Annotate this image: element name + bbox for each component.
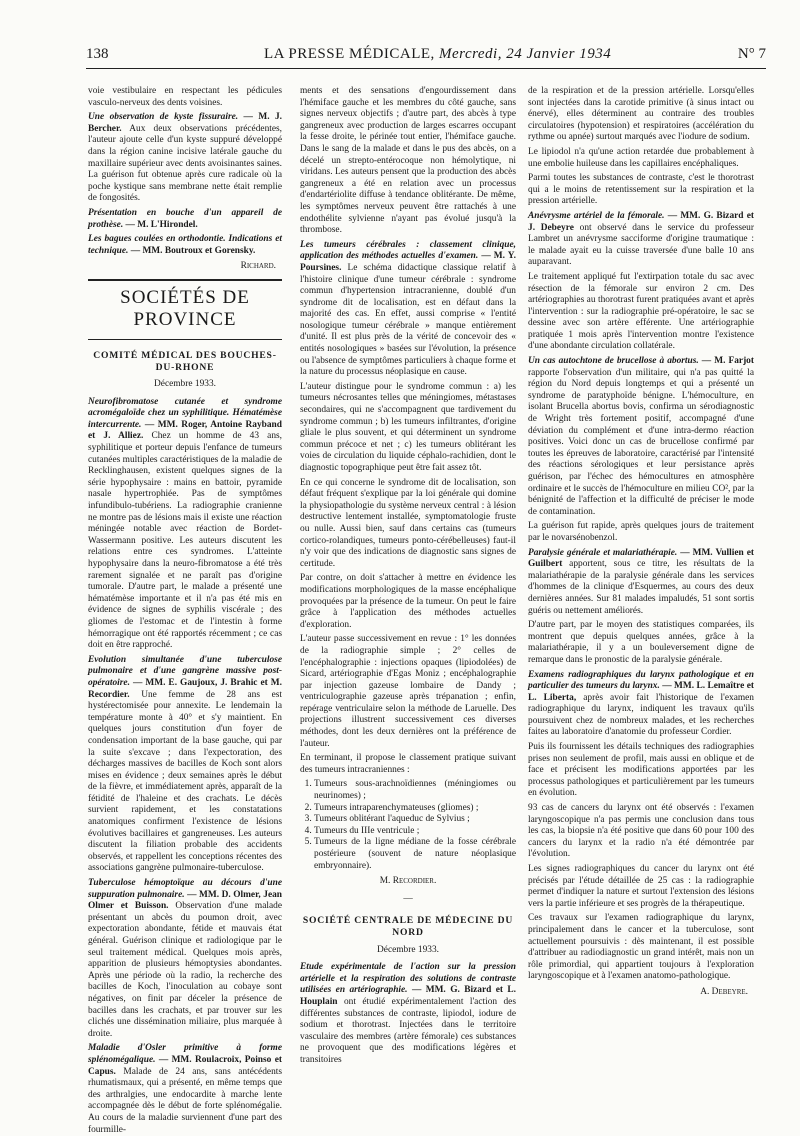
article-authors: — MM. E. Gaujoux, J. Brahic et M. Recordier. [88,677,282,700]
article-authors: — M. J. Bercher. [88,112,283,134]
article-text: Le schéma didactique classique relatif à l'histoire clinique d'une tumeur cérébrale : syndrome commun d'hypertension intracranienne, doublé d'un syndrome dit de localisation, est en défaut dans la majorité des cas. En effet, aussi comprise « l'entité nosologique tumeur cérébrale » manque entièrement d'unité. Il est plus près de la vérité de concevoir des « entités nosologiques » basées sur l'évolution, la présence ou l'absence de symptômes particuliers à chaque forme et la nature du processus néoplasique en cause. [300,262,517,378]
article-authors: — MM. G. Bizard et J. Debeyre [528,210,755,233]
article-authors: — MM. D. Olmer, Jean Olmer et Buisson. [88,889,283,912]
article-title: Maladie d'Osler primitive à forme splénomégalique. [88,1043,282,1065]
column-right [528,86,754,1074]
article-title: Paralysie générale et malariathérapie. [528,547,678,558]
article-authors: — MM. Boutroux et Gorensky. [130,245,256,256]
tumor-classification-list [300,779,516,872]
separator-dash: — [403,893,413,904]
paragraph: Ces travaux sur l'examen radiographique du larynx, principalement dans le cancer et la tuberculose, sont actuellement poursuivis : dès maintenant, il est possible d'attribuer au radiodiagnostic un grand intérêt, mais non un rôle primordial, qui appartient toujours à l'exploration laryngoscopique et à l'examen anatomo-pathologique. [528,913,754,982]
article-tuberculose-gangrene [88,655,282,875]
paragraph: voie vestibulaire en respectant les pédicules vasculo-nerveux des dents voisines. [88,86,282,108]
article-authors: — M. Y. Poursines. [300,251,516,273]
article-text: ont observé dans le service du professeur Lambret un anévrysme sacciforme d'origine traumatique : le malade ayait eu la cuisse traversée d'une balle 10 ans auparavant. [528,222,754,268]
article-kyste [88,112,282,205]
article-osler [88,1043,282,1136]
article-paralysie [528,548,754,618]
article-neurofibromatose [88,397,282,652]
article-title: Etude expérimentale de l'action sur la pression artérielle et la respiration des solutions de contraste utilisées en artériographie. [300,962,516,996]
masthead-date: Mercredi, 24 Janvier 1934 [439,46,612,62]
paragraph: D'autre part, par le moyen des statistiques comparées, ils montrent que depuis quelques années, grâce à la malariathérapie, il y a un bouleversement digne de remarque dans le pronostic de la paralysie générale. [528,620,754,665]
article-tumeurs-cerebrales [300,240,516,379]
column-middle [300,86,516,1074]
article-title: Présentation en bouche d'un appareil de prothèse. [88,207,282,230]
article-title: Neurofibromatose cutanée et syndrome acromégaloïde chez un syphilitique. Hématémèse intercurrente. [88,396,282,430]
article-prothese [88,208,282,231]
paragraph: Le traitement appliqué fut l'extirpation totale du sac avec résection de la fémorale sur environ 2 cm. Des artériographies au thorotrast furent pratiquées avant et après l'intervention : sur la radiographie pré-opératoire, le sac se dessine avec son artère efférente. Une artériographie pratiquée 1 mois après l'intervention montre l'existence d'une abondante circulation collatérale. [528,271,754,352]
signature: A. Debeyre. [700,986,748,997]
article-title: Les tumeurs cérébrales : classement clinique, application des méthodes actuelles d'examen. [300,239,516,262]
article-text: ont étudié expérimentalement l'action des différentes substances de contraste, lipiodol, iodure de sodium et thorotrast. Injectées dans le territoire vasculaire des membres (artère fémorale) ces substances ne provoquent que des modifications légères et transitoires [300,996,516,1065]
session-date: Décembre 1933. [154,379,216,390]
article-title: Anévrysme artériel de la fémorale. [528,210,665,221]
article-text: rapporte l'observation d'un militaire, qui n'a pas quitté la région du Nord depuis longtemps et qui a présenté un syndrome de paratyphoïde bénigne. L'hémoculture, en isolant Brucella abortus bovis, confirma un sérodiagnostic de Wright très fortement positif, accompagné d'une déviation du complément et d'une intra-dermo réaction positives. Voici donc un cas de brucellose confirmé par toutes les épreuves de laboratoire, caractérisé par l'intensité des réactions sérologiques et leur persistance après guérison, par l'échec des hémocultures en atmosphère ordinaire et le succès de l'hémoculture en milieu CO², par la bénignité de l'affection et la difficulté de préciser le mode de contamination. [528,367,754,517]
list-item: 1. Tumeurs sous-arachnoïdiennes (méningiomes ou neurinomes) ; [314,779,516,802]
paragraph: Le lipiodol n'a qu'une action retardée due probablement à une embolie huileuse dans les capillaires encéphaliques. [528,146,754,169]
article-title: Examens radiographiques du larynx pathologique et en particulier des tumeurs du larynx. [528,669,754,692]
article-text: Malade de 24 ans, sans antécédents rhumatismaux, qui a présenté, en même temps que des arthralgies, une endocardite à marche lente accompagnée dès le début de forte splénomégalie. Au cours de la maladie surviennent d'une part des fourmille- [88,1066,283,1135]
signature: Richard. [240,261,276,272]
section-rule-top [88,279,282,281]
paragraph: Parmi toutes les substances de contraste, c'est le thorotrast qui a le moins de retentissement sur la respiration et la pression artérielle. [528,173,754,207]
column-left [88,86,283,1135]
article-authors: — MM. Roger, Antoine Rayband et J. Alliez. [88,419,282,442]
list-item: 3. Tumeurs oblitérant l'aqueduc de Sylvius ; [314,814,516,826]
article-authors: — MM. L. Lemaître et L. Liberta, [528,681,755,703]
masthead [264,46,611,63]
section-rule-bottom [88,339,282,340]
paragraph: L'auteur distingue pour le syndrome commun : a) les tumeurs nécrosantes telles que méningiomes, métastases secondaires, qui ne s'accompagnent que tardivement du syndrome commun ; b) les tumeurs infiltrantes, d'origine gliale le plus souvent, et qui déterminent un syndrome commun précoce et net ; c) les tumeurs oblitérant les voies de circulation du liquide céphalo-rachidien, dont le diagnostic topographique peut être fait assez tôt. [300,381,516,473]
article-text: Aux deux observations précédentes, l'auteur ajoute celle d'un kyste suppuré développé dans la région canine incisive latérale gauche du maxillaire supérieur avec dents avoisinantes saines. La guérison fut obtenue après cure radicale où la poche kystique sans membrane nette était remplie de fongosités. [88,123,283,204]
article-anevrysme [528,211,754,269]
society-heading: SOCIÉTÉ CENTRALE DE MÉDECINE DU NORD [302,915,514,938]
article-authors: — MM. Roulacroix, Poinso et Capus. [88,1054,282,1077]
list-item: 2. Tumeurs intraparenchymateuses (gliomes) ; [314,803,516,815]
article-authors: — M. Farjot [701,356,754,367]
list-item: 4. Tumeurs du IIIe ventricule ; [314,826,516,838]
article-text: Observation d'une malade présentant un abcès du poumon droit, avec expectoration abondante, fétide et mauvais état général. Guérison clinique et radiologique par le seul traitement médical. Quelques mois après, apparition de plusieurs hémoptysies abondantes. Après une période où la radio, la recherche des bacilles de Koch, l'inoculation au cobaye sont négatives, on finit par déceler la présence de bacilles dans les crachats, et par trouver sur les clichés une dissémination miliaire, plus marquée à droite. [88,901,282,1039]
issue-number: N° 7 [737,46,766,62]
article-text: apportent, sous ce titre, les résultats de la malariathérapie de la paralysie générale dans les services d'hommes de la clinique d'Esquermes, au cours des deux dernières années. Sur 81 malades impaludés, 51 sont sortis guéris ou nettement améliorés. [528,559,755,616]
session-date: Décembre 1933. [377,944,439,955]
paragraph: En ce qui concerne le syndrome dit de localisation, son défaut fréquent s'explique par la loi générale qui domine la physiopathologie du système nerveux central : à lésion destructive lentement installée, symptomatologie fruste ou nulle. Aussi bien, sauf dans certains cas (tumeurs cortico-rolandiques, tumeurs ponto-cérébelleuses) faut-il n'y voir que des indications de diagnostic sans signes de certitude. [300,477,516,569]
article-pression-arterielle [300,962,516,1066]
article-text: Chez un homme de 43 ans, syphilitique et porteur depuis l'enfance de tumeurs cutanées multiples caractéristiques de la maladie de Recklinghausen, existent quelques signes de la série hypophysaire : mains en battoir, pyramide nasale hypertrophiée. Pas de symptômes infundibulo-tubériens. La radiographie cranienne ne montre pas de lésions mais il existe une réaction méningée notable avec réaction de Bordet-Wassermann positive. Les auteurs discutent les relations entre ces syndromes. L'atteinte hypophysaire dans la neuro-fibromatose a été très rarement signalée et ne paraît pas d'origine tumorale. D'autre part, le malade a présenté une hématémèse importante et il n'a pas été mis en évidence de signes de syphilis viscérale ; des gliomes de l'estomac et de l'intestin à forme hémorragique ont été rapportés récemment ; ce cas doit en être rapproché. [88,431,282,651]
article-brucellose [528,356,754,518]
article-text: Une femme de 28 ans est hystérectomisée pour annexite. Le lendemain la température monte à 40° et s'y maintient. En quelques jours constitution d'un foyer de condensation important de la base gauche, qui par la suite s'excave ; dans l'expectoration, des décharges massives de bacilles de Koch sont alors mises en évidence ; deux semaines après le début de la fièvre, et immédiatement après, apparaît de la fétidité de l'haleine et des crachats. Le décès survient rapidement, et les constatations anatomiques confirment l'existence de lésions évolutives bacillaires et gangreneuses. Les auteurs discutent la filiation probable des accidents observés, et rappellent les conceptions récentes des associations gangrène pulmonaire-tuberculose. [88,689,282,874]
paragraph: Les signes radiographiques du cancer du larynx ont été précisés par l'étude détaillée de 25 cas : la radiographie permet d'indiquer la nature et surtout l'extension des lésions vers la partie inférieure et ses progrès de la thérapeutique. [528,864,754,909]
article-tuberculose-hemoptoique [88,878,282,1040]
article-authors: — MM. G. Bizard et L. Houplain [300,985,517,1007]
section-title: SOCIÉTÉS DE PROVINCE [120,286,250,330]
paragraph: de la respiration et de la pression artérielle. Lorsqu'elles sont injectées dans la carotide primitive (à sinus intact ou énervé), elles déterminent au contraire des troubles circulatoires (hypotension) et respiratoires (accélération du rythme ou apnée) surtout marqués avec l'iodure de sodium. [528,86,754,143]
article-title: Evolution simultanée d'une tuberculose pulmonaire et d'une gangrène massive post-opératoire. [88,654,282,688]
society-heading: COMITÉ MÉDICAL DES BOUCHES-DU-RHONE [93,349,277,373]
list-item: 5. Tumeurs de la ligne médiane de la fosse cérébrale postérieure (souvent de nature néoplasique embryonnaire). [314,837,516,872]
paragraph: Par contre, on doit s'attacher à mettre en évidence les modifications morphologiques de la masse encéphalique provoquées par la présence de la tumeur. On peut le faire grâce à l'application des méthodes actuelles d'exploration. [300,573,516,630]
page-header [86,44,766,69]
paragraph: En terminant, il propose le classement pratique suivant des tumeurs intracraniennes : [300,753,516,775]
paragraph: L'auteur passe successivement en revue : 1° les données de la radiographie simple ; 2° celles de l'encéphalographie : injections opaques (lipiodolées) de Sicard, artériographie d'Egas Moniz ; encéphalographie par injection gazeuse lombaire de Dandy ; ventriculographie gazeuse après trépanation ; enfin, repérage ventriculaire selon la méthode de Laruelle. Des projections illustrent successivement ces diverses méthodes, dont les deux dernières ont la préférence de l'auteur. [300,634,516,749]
article-title: Tuberculose hémoptoïque au décours d'une suppuration pulmonaire. [88,878,282,900]
article-authors: — M. L'Hirondel. [125,219,198,230]
paragraph: ments et des sensations d'engourdissement dans l'hémiface gauche et les membres du côté gauche, sans signes nerveux objectifs ; d'autre part, des abcès à type gangreneux avec production de larges escarres occupant la fesse droite, le périnée tout entier, l'hémiface gauche. Dans le sang de la malade et dans le pus des abcès, on a décelé un strepto-entérocoque non hémolytique, ni viridans. Les auteurs pensent que la production des abcès gangreneux a été en relation avec un processus d'endartériolite diffuse à tendance oblitérante. De même, les symptômes nerveux peuvent être rattachés à une endothélite sylvienne n'ayant pas évolué jusqu'à la thrombose. [300,86,516,236]
article-title: Un cas autochtone de brucellose à abortus. [528,356,699,367]
paragraph: La guérison fut rapide, après quelques jours de traitement par le novarsénobenzol. [528,521,754,543]
signature: M. Recordier. [379,876,437,887]
article-bagues [88,234,282,257]
article-text: après avoir fait l'historique de l'examen radiographique du larynx, indiquent les travaux qu'ils poursuivent chez de nombreux malades, et les recherches faites au laboratoire d'anatomie du professeur Cordier. [528,692,754,738]
paragraph: 93 cas de cancers du larynx ont été observés : l'examen laryngoscopique n'a pas permis une conclusion dans tous les cas, la biopsie n'a été positive que dans 60 pour 100 des cancers du larynx et la radio n'a été démontrée par l'évolution. [528,803,754,860]
article-title: Une observation de kyste fissuraire. [88,112,239,123]
masthead-title: LA PRESSE MÉDICALE, [264,46,435,62]
article-larynx [528,670,754,740]
page-number: 138 [86,46,109,62]
article-authors: — MM. Vullien et Guilbert [528,547,755,570]
paragraph: Puis ils fournissent les détails techniques des radiographies prises non seulement de profil, mais aussi en oblique et de face et précisent les modifications apportées par les processus pathologiques et particulièrement par les tumeurs en évolution. [528,742,754,799]
article-title: Les bagues coulées en orthodontie. Indications et technique. [88,234,282,256]
